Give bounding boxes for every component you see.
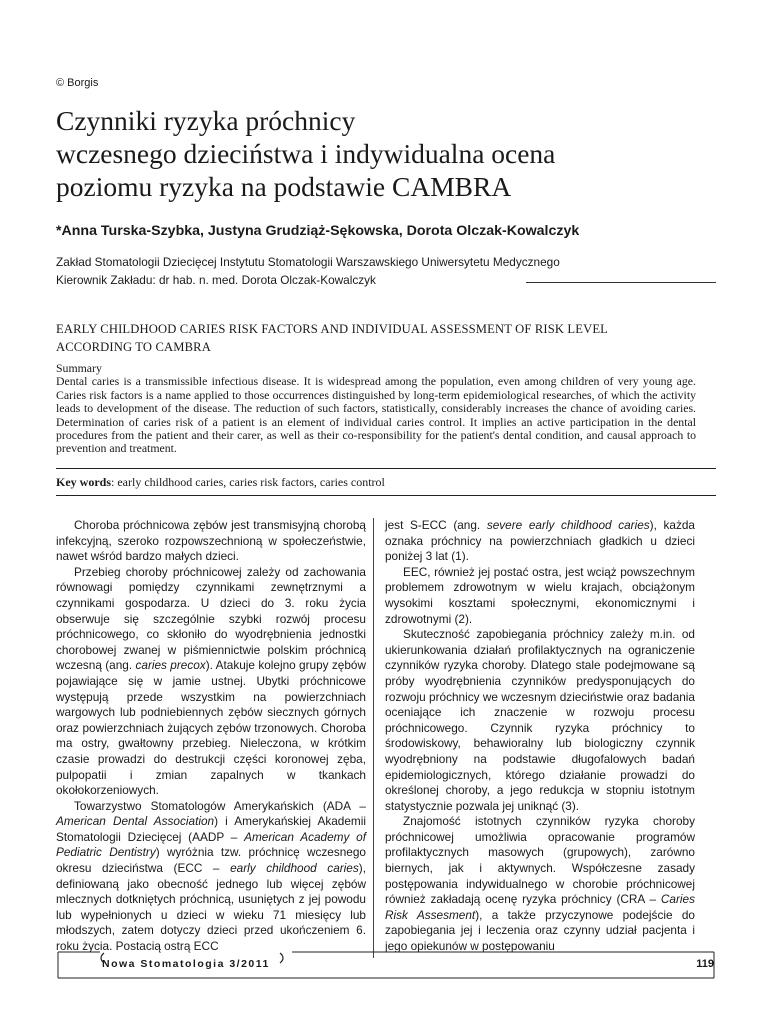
keywords-label: Key words (56, 475, 111, 489)
paragraph: EEC, również jej postać ostra, jest wciąż powszechnym problemem zdrowotnym w wielu krajach, obciążonym wysokimi kosztami społecznymi, ekonomicznymi i zdrowotnymi (2). (385, 564, 695, 626)
article-title (56, 104, 716, 203)
body-column-right (385, 518, 695, 955)
keywords (56, 475, 716, 490)
title-line: wczesnego dzieciństwa i indywidualna ocena (56, 138, 556, 169)
english-title-line: ACCORDING TO CAMBRA (56, 340, 211, 354)
body-column-left (56, 518, 366, 955)
paragraph: Towarzystwo Stomatologów Amerykańskich (ADA – American Dental Association) i Amerykańskiej Akademii Stomatologii Dziecięcej (AADP – American Academy of Pediatric Dentistry) wyróżnia tzw. próchnicę wczesnego okresu dzieciństwa (ECC – early childhood caries), definiowaną jako obecność jednego lub więcej zębów mlecznych dotkniętych próchnicą, usuniętych z jej powodu lub wypełnionych u dzieci w wieku 71 miesięcy lub młodszych, zatem dotyczy dzieci przed ukończeniem 6. roku życia. Postacią ostrą ECC (56, 798, 366, 954)
title-line: poziomu ryzyka na podstawie CAMBRA (56, 171, 512, 202)
keywords-text: : early childhood caries, caries risk factors, caries control (111, 475, 385, 489)
paragraph: Choroba próchnicowa zębów jest transmisyjną chorobą infekcyjną, szeroko rozpowszechnioną w społeczeństwie, nawet wśród bardzo małych dzieci. (56, 518, 366, 564)
keywords-bottom-rule (56, 495, 716, 496)
paragraph: jest S-ECC (ang. severe early childhood caries), każda oznaka próchnicy na powierzchniach gładkich u dzieci poniżej 3 lat (1). (385, 518, 695, 564)
affiliation-line: Kierownik Zakładu: dr hab. n. med. Dorota Olczak-Kowalczyk (56, 273, 376, 287)
affiliation-rule (526, 282, 716, 283)
summary (56, 362, 696, 456)
summary-text: Dental caries is a transmissible infectious disease. It is widespread among the population, even among children of very young age. Caries risk factors is a name applied to those occurrences distinguished by long-term epidemiological researches, of which the activity leads to development of the disease. The reduction of such factors, statistically, considerably increases the chance of avoiding caries. Determination of caries risk of a patient is an element of individual caries control. It implies an active participation in the dental procedures from the patient and their carer, as well as their co-responsibility for the patient's dental condition, and causal approach to prevention and treatment. (56, 374, 696, 456)
affiliation (56, 253, 560, 289)
authors: *Anna Turska-Szybka, Justyna Grudziąż-Sękowska, Dorota Olczak-Kowalczyk (56, 223, 580, 239)
title-line: Czynniki ryzyka próchnicy (56, 105, 356, 136)
paragraph: Przebieg choroby próchnicowej zależy od zachowania równowagi pomiędzy czynnikami zewnętrznymi a czynnikami gospodarza. U dzieci do 3. roku życia obserwuje się szczególnie szybki rozwój procesu próchnicowego, co skłoniło do wyodrębnienia jednostki chorobowej zwanej w piśmiennictwie polskim próchnicą wczesną (ang. caries precox). Atakuje kolejno grupy zębów pojawiające się w jamie ustnej. Ubytki próchnicowe występują przede wszystkim na powierzchniach wargowych lub podniebiennych zębów siecznych górnych oraz powierzchniach żujących zębów trzonowych. Choroba ma ostry, gwałtowny przebieg. Nieleczona, w krótkim czasie prowadzi do destrukcji części koronowej zęba, pulpopatii i zmian zapalnych w tkankach okołokorzeniowych. (56, 564, 367, 798)
english-title (56, 320, 716, 356)
summary-heading: Summary (56, 361, 102, 375)
copyright-line: © Borgis (56, 77, 99, 89)
english-title-line: EARLY CHILDHOOD CARIES RISK FACTORS AND INDIVIDUAL ASSESSMENT OF RISK LEVEL (56, 322, 609, 336)
affiliation-line: Zakład Stomatologii Dziecięcej Instytutu Stomatologii Warszawskiego Uniwersytetu Medycznego (56, 255, 560, 269)
paragraph: Znajomość istotnych czynników ryzyka choroby próchnicowej umożliwia opracowanie programów profilaktycznych masowych (grupowych), zarówno biernych, jak i aktywnych. Współczesne zasady postępowania indywidualnego w chorobie próchnicowej również zakładają ocenę ryzyka próchnicy (CRA – Caries Risk Assesment), a także przyczynowe podejście do zapobiegania jej i leczenia oraz czynny udział pacjenta i jego opiekunów w postępowaniu (385, 814, 695, 954)
paragraph: Skuteczność zapobiegania próchnicy zależy m.in. od ukierunkowania działań profilaktycznych na ograniczenie czynników ryzyka choroby. Dlatego stale podejmowane są próby wyodrębnienia czynników predysponujących do rozwoju próchnicy we wczesnym dzieciństwie oraz badania oceniające ich znaczenie w rozwoju procesu próchnicowego. Czynnik ryzyka próchnicy to środowiskowy, behawioralny lub biologiczny czynnik wyodrębniony na podstawie długofalowych badań epidemiologicznych, którego działanie prowadzi do określonej choroby, a jego redukcja w stopniu istotnym statystycznie pozwala jej uniknąć (3). (385, 627, 695, 813)
keywords-top-rule (56, 468, 716, 469)
footer-journal: Nowa Stomatologia 3/2011 (102, 958, 270, 970)
column-divider (373, 518, 374, 958)
page-number: 119 (696, 958, 714, 970)
